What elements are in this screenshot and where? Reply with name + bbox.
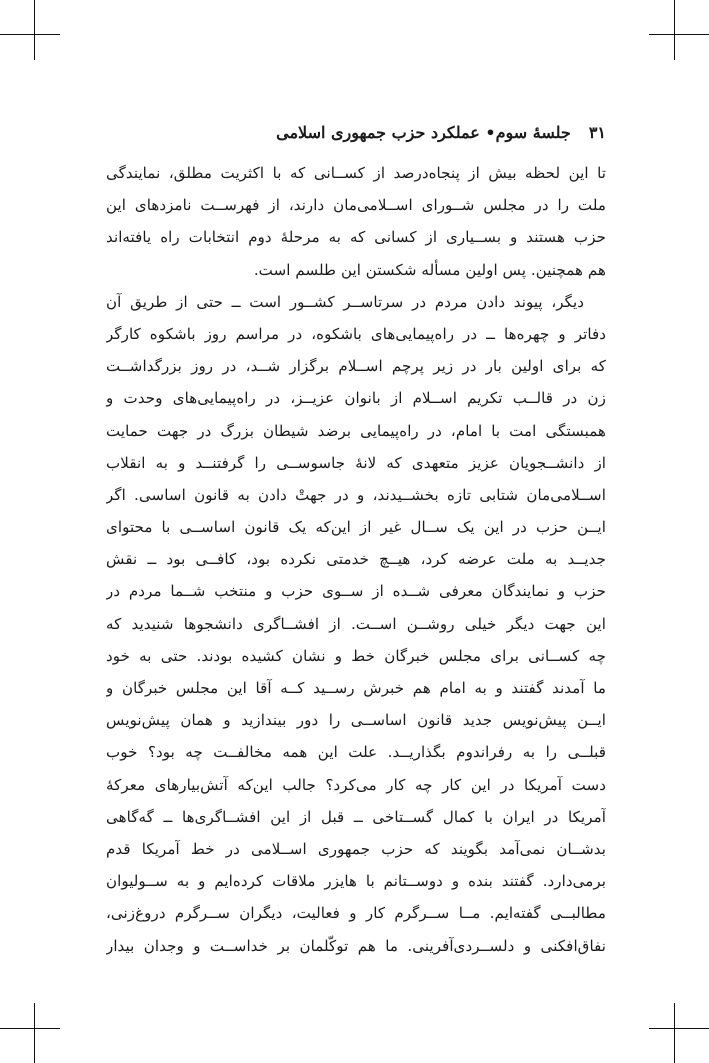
text-line: دست آمریکا در این کار چه کار می‌کرد؟ جالب این‌که آتش‌بیارهای معرکهٔ: [106, 775, 606, 794]
crop-mark-bottom-left-h: [0, 1028, 60, 1029]
body-text: [106, 157, 606, 962]
text-line: دفاتر و چهره‌ها ــ در راه‌پیمایی‌های باشکوه، در مراسم روز باشکوه کارگر: [106, 324, 606, 343]
text-line: هم همچنین. پس اولین مسأله شکستن این طلسم است.: [253, 260, 606, 279]
running-head: [106, 118, 606, 148]
crop-mark-top-left-h: [0, 34, 60, 35]
crop-mark-top-right-h: [649, 34, 709, 35]
text-line: اســلامی‌مان شتابی تازه بخشــیدند، و در جهتْ دادن به قانون اساسی. اگر: [106, 485, 606, 504]
text-line: ما آمدند گفتند و به امام هم خبرش رســید کــه آقا این مجلس خبرگان و: [106, 679, 606, 697]
paragraph-1: [106, 157, 606, 286]
crop-mark-top-left-v: [34, 0, 35, 60]
text-line: برمی‌دارد. گفتند بنده و دوســتانم با هایزر ملاقات کرده‌ایم و به ســولیوان: [106, 872, 606, 891]
running-title: جلسهٔ سوم• عملکرد حزب جمهوری اسلامی: [276, 123, 571, 142]
text-line: ایــن پیش‌نویس جدید قانون اساســی را دور بیندازید و همان پیش‌نویس: [106, 711, 606, 730]
crop-mark-bottom-right-v: [674, 1003, 675, 1063]
crop-mark-bottom-left-v: [34, 1003, 35, 1063]
text-line: آمریکا در ایران با کمال گســتاخی ــ قبل از این افشــاگری‌ها ــ گه‌گاهی: [106, 807, 606, 826]
crop-mark-top-right-v: [674, 0, 675, 60]
text-line: دیگر، پیوند دادن مردم در سرتاســر کشــور است ــ حتی از طریق آن: [106, 292, 584, 311]
text-line: ملت را در مجلس شــورای اســلامی‌مان دارند، از فهرســت نامزدهای این: [106, 196, 606, 215]
text-line: نفاق‌افکنی و دلســردی‌آفرینی. ما هم توکّلمان بر خداســت و وجدان بیدار: [106, 936, 606, 955]
text-line: جدیــد به ملت عرضه کرد، هیــچ خدمتی نکرده بود، کافــی بود ــ نقش: [106, 550, 606, 569]
text-line: حزب و نمایندگان معرفی شــده از ســوی حزب و منتخب شــما مردم در: [106, 582, 606, 601]
book-page: [106, 118, 606, 962]
text-line: ایــن حزب در این یک ســال غیر از این‌که یک قانون اساســی با محتوای: [106, 518, 606, 537]
paragraph-2: [106, 286, 606, 962]
crop-mark-bottom-right-h: [649, 1028, 709, 1029]
page-number: ۳۱: [588, 123, 606, 142]
text-line: از دانشــجویان عزیز متعهدی که لانهٔ جاسوســی را گرفتنــد و به انقلاب: [106, 453, 606, 472]
text-line: زن در قالــب تکریم اســلام از بانوان عزیــز، در راه‌پیمایی‌های وحدت و: [106, 389, 606, 408]
text-line: بدشــان نمی‌آمد بگویند که حزب جمهوری اســلامی در خط آمریکا قدم: [106, 839, 606, 858]
text-line: همبستگی امت با امام، در راه‌پیمایی برضد شیطان بزرگ در جهت حمایت: [106, 421, 606, 440]
text-line: حزب هستند و بســیاری از کسانی که به مرحلهٔ دوم انتخابات راه یافته‌اند: [106, 228, 606, 247]
text-line: تا این لحظه بیش از پنجاه‌درصد از کســانی که با اکثریت مطلق، نمایندگی: [106, 164, 606, 182]
text-line: که برای اولین بار در زیر پرچم اســلام برگزار شــد، در روز بزرگداشــت: [106, 357, 606, 376]
text-line: مطالبــی گفته‌ایم. مــا ســرگرم کار و فعالیت، دیگران ســرگرم دروغ‌زنی،: [106, 904, 606, 923]
text-line: این جهت دیگر خیلی روشــن اســت. از افشــاگری دانشجوها شنیدید که: [106, 614, 606, 633]
text-line: قبلــی را به رفراندوم بگذاریــد. علت این همه مخالفــت چه بود؟ خوب: [106, 743, 606, 762]
text-line: چه کســانی برای مجلس خبرگان خط و نشان کشیده بودند. حتی به خود: [106, 646, 606, 665]
